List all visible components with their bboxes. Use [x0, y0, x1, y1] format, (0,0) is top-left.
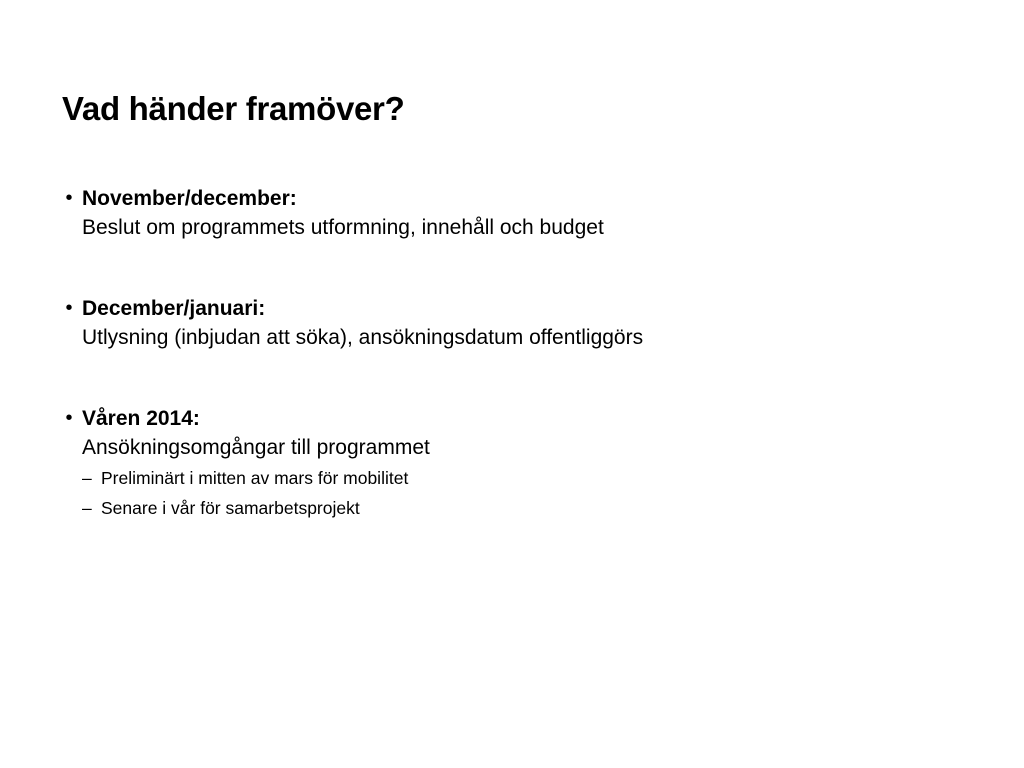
bullet-heading: December/januari: — [82, 297, 266, 320]
dash-icon: – — [82, 468, 92, 488]
bullet-list — [62, 184, 982, 523]
bullet-heading: Våren 2014: — [82, 407, 200, 430]
bullet-body: Beslut om programmets utformning, innehåll och budget — [82, 216, 604, 239]
sub-item-text: Preliminärt i mitten av mars för mobilitet — [101, 468, 409, 488]
list-item-november-december — [62, 184, 982, 242]
bullet-body: Ansökningsomgångar till programmet — [82, 436, 430, 459]
sub-item-text: Senare i vår för samarbetsprojekt — [101, 498, 360, 518]
sub-list-item — [82, 493, 982, 523]
sub-list-item — [82, 463, 982, 493]
list-item-december-januari — [62, 294, 982, 352]
list-item-varen-2014 — [62, 404, 982, 523]
bullet-heading: November/december: — [82, 187, 297, 210]
bullet-body: Utlysning (inbjudan att söka), ansökningsdatum offentliggörs — [82, 326, 644, 349]
bullet-icon: • — [65, 407, 73, 429]
slide-title: Vad händer framöver? — [62, 90, 405, 127]
sub-list — [82, 463, 982, 523]
dash-icon: – — [82, 498, 92, 518]
bullet-icon: • — [65, 297, 73, 319]
bullet-icon: • — [65, 187, 73, 209]
